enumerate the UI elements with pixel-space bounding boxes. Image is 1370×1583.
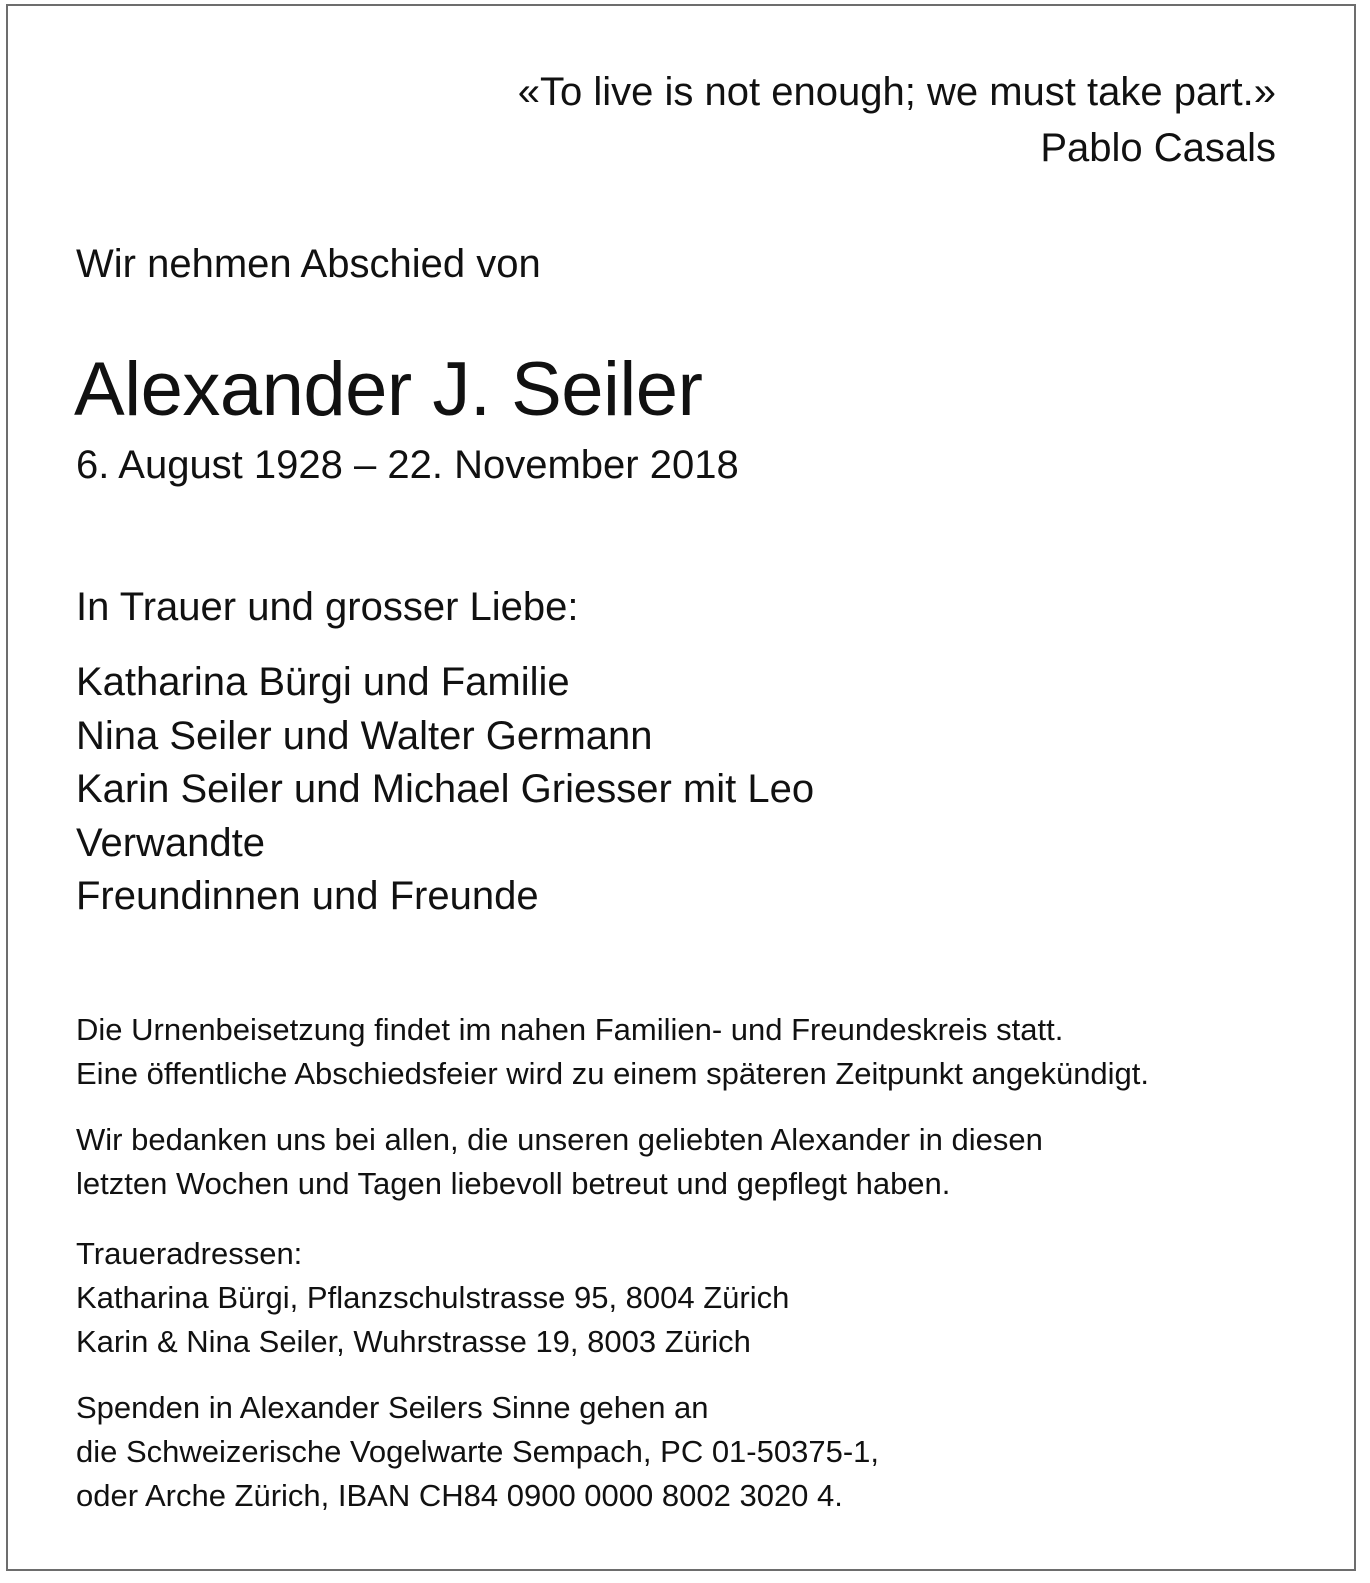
mourner-line: Freundinnen und Freunde [76,874,539,918]
quote-text: «To live is not enough; we must take part.» [517,70,1276,114]
donations-paragraph [76,1386,879,1518]
thanks-line: letzten Wochen und Tagen liebevoll betreut und gepflegt haben. [76,1166,951,1201]
life-dates: 6. August 1928 – 22. November 2018 [76,443,739,487]
burial-notice [76,1008,1149,1096]
thanks-line: Wir bedanken uns bei allen, die unseren geliebten Alexander in diesen [76,1122,1043,1157]
addresses-heading: Traueradressen: [76,1236,303,1271]
burial-notice-line: Die Urnenbeisetzung findet im nahen Familien- und Freundeskreis statt. [76,1012,1064,1047]
mourning-addresses [76,1232,789,1364]
donation-line: die Schweizerische Vogelwarte Sempach, PC 01-50375-1, [76,1434,880,1469]
address-line: Karin & Nina Seiler, Wuhrstrasse 19, 8003 Zürich [76,1324,751,1359]
mourner-line: Verwandte [76,820,266,865]
mourners-heading: In Trauer und grosser Liebe: [76,585,579,629]
quote-author: Pablo Casals [1040,126,1276,170]
mourners-list [76,656,814,924]
burial-notice-line: Eine öffentliche Abschiedsfeier wird zu einem späteren Zeitpunkt angekündigt. [76,1056,1150,1091]
mourner-line: Karin Seiler und Michael Griesser mit Leo [76,767,815,811]
mourner-line: Nina Seiler und Walter Germann [76,713,653,758]
thanks-paragraph [76,1118,1043,1206]
donation-line: oder Arche Zürich, IBAN CH84 0900 0000 8002 3020 4. [76,1478,843,1513]
lead-line: Wir nehmen Abschied von [76,242,541,286]
obituary-frame [6,4,1356,1571]
deceased-name: Alexander J. Seiler [74,347,703,432]
address-line: Katharina Bürgi, Pflanzschulstrasse 95, 8004 Zürich [76,1280,790,1315]
epigraph-quote [518,64,1276,176]
donation-line: Spenden in Alexander Seilers Sinne gehen an [76,1390,709,1425]
mourner-line: Katharina Bürgi und Familie [76,660,570,704]
